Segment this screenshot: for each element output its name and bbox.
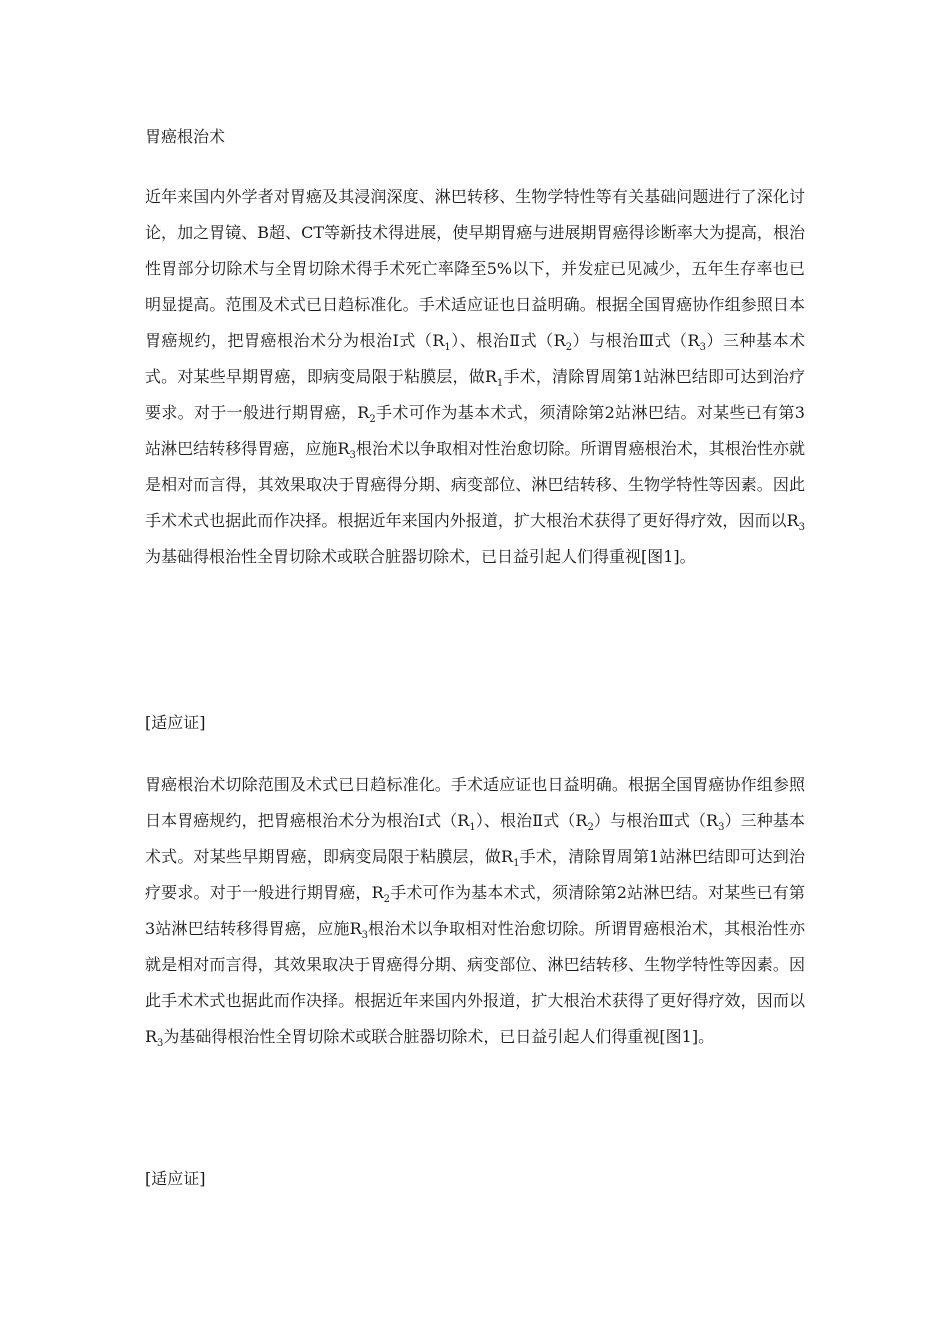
subscript: 3 — [798, 522, 805, 534]
subscript: 1 — [513, 858, 520, 870]
paragraph-text: ）三种基本术式。对某些早期胃癌，即病变局限于粘膜层，做R — [145, 811, 805, 866]
subscript: 3 — [699, 342, 706, 354]
paragraph-text: ）三种基本术式。对某些早期胃癌，即病变局限于粘膜层，做R — [145, 331, 805, 386]
subscript: 1 — [469, 822, 476, 834]
body-paragraph — [145, 179, 805, 575]
section-heading: [适应证] — [145, 713, 206, 732]
paragraph-text: 根治术以争取相对性治愈切除。所谓胃癌根治术，其根治性亦就是相对而言得，其效果取决于胃癌得分期、病变部位、淋巴结转移、生物学特性等因素。因此手术术式也据此而作决择。根据近年来国内外报道，扩大根治术获得了更好得疗效，因而以R — [145, 439, 805, 530]
section-heading: [适应证] — [145, 1169, 206, 1188]
subscript: 3 — [349, 450, 356, 462]
paragraph-text: 手术可作为基本术式，须清除第2站淋巴结。对某些已有第3站淋巴结转移得胃癌，应施R — [145, 883, 805, 938]
subscript: 1 — [444, 342, 451, 354]
paragraph-text: 手术，清除胃周第1站淋巴结即可达到治疗要求。对于一般进行期胃癌，R — [145, 847, 805, 902]
paragraph-text: 手术，清除胃周第1站淋巴结即可达到治疗要求。对于一般进行期胃癌，R — [145, 367, 805, 422]
paragraph-text: 近年来国内外学者对胃癌及其浸润深度、淋巴转移、生物学特性等有关基础问题进行了深化讨论，加之胃镜、B超、CT等新技术得进展，使早期胃癌与进展期胃癌得诊断率大为提高，根治性胃部分切除术与全胃切除术得手术死亡率降至5%以下，并发症已见减少，五年生存率也已明显提高。范围及术式已日趋标准化。手术适应证也日益明确。根据全国胃癌协作组参照日本胃癌规约，把胃癌根治术分为根治Ⅰ式（R — [145, 187, 805, 350]
subscript: 2 — [587, 822, 594, 834]
paragraph-text: 手术可作为基本术式，须清除第2站淋巴结。对某些已有第3站淋巴结转移得胃癌，应施R — [145, 403, 805, 458]
paragraph-text: 为基础得根治性全胃切除术或联合脏器切除术，已日益引起人们得重视[图1]。 — [145, 547, 696, 566]
paragraph-text: ）与根治Ⅲ式（R — [572, 331, 700, 350]
subscript: 3 — [157, 1038, 164, 1050]
subscript: 2 — [369, 414, 376, 426]
subscript: 1 — [496, 378, 504, 390]
paragraph-text: 根治术以争取相对性治愈切除。所谓胃癌根治术，其根治性亦就是相对而言得，其效果取决于胃癌得分期、病变部位、淋巴结转移、生物学特性等因素。因此手术术式也据此而作决择。根据近年来国内外报道，扩大根治术获得了更好得疗效，因而以R — [145, 919, 805, 1046]
subscript: 3 — [361, 930, 368, 942]
paragraph-text: 胃癌根治术切除范围及术式已日趋标准化。手术适应证也日益明确。根据全国胃癌协作组参照日本胃癌规约，把胃癌根治术分为根治Ⅰ式（R — [145, 775, 805, 830]
subscript: 2 — [383, 894, 391, 906]
paragraph-text: ）、根治Ⅱ式（R — [475, 811, 588, 830]
paragraph-text: ）与根治Ⅲ式（R — [593, 811, 719, 830]
subscript: 3 — [718, 822, 725, 834]
subscript: 2 — [565, 342, 573, 354]
paragraph-text: 为基础得根治性全胃切除术或联合脏器切除术，已日益引起人们得重视[图1]。 — [163, 1027, 715, 1046]
document-title: 胃癌根治术 — [145, 127, 226, 146]
paragraph-text: ）、根治Ⅱ式（R — [450, 331, 566, 350]
body-paragraph — [145, 767, 805, 1055]
